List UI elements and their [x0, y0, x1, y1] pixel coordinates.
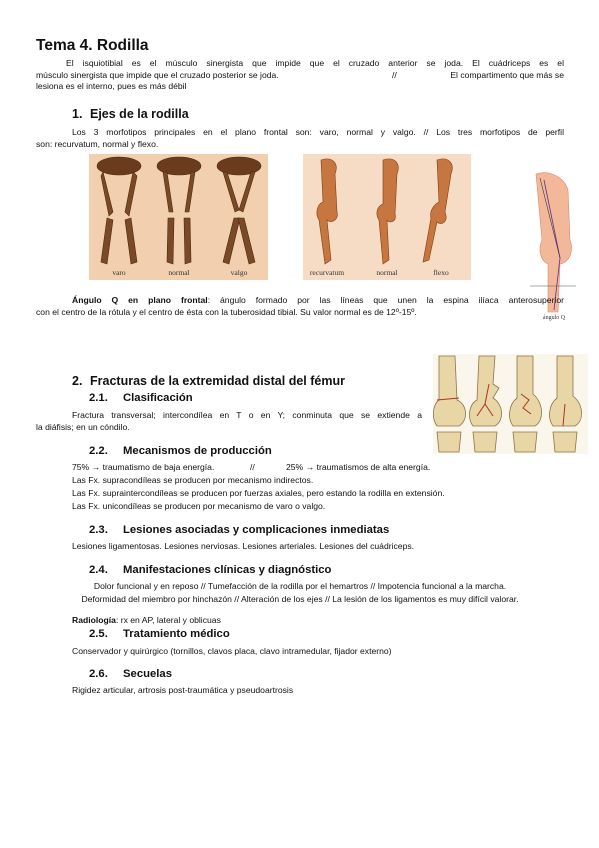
- subsection-2-2-line-4: Las Fx. unicondíleas se producen por mecanismo de varo o valgo.: [72, 501, 326, 511]
- subsection-2-4-number: 2.4.: [89, 564, 108, 576]
- subsection-2-2-line-1: [72, 462, 492, 473]
- fig2-label-flexo: flexo: [433, 268, 449, 277]
- page-title: Tema 4. Rodilla: [36, 37, 149, 54]
- intro-separator: //: [392, 70, 397, 80]
- subsection-2-1-title: Clasificación: [123, 392, 193, 404]
- section-1-line-2: son: recurvatum, normal y flexo.: [36, 139, 159, 149]
- fig3-label-q-angle: ángulo Q: [542, 315, 566, 321]
- radiology-line: [72, 615, 221, 626]
- subsection-2-4-title: Manifestaciones clínicas y diagnóstico: [123, 564, 332, 576]
- subsection-2-6-line-1: Rigidez articular, artrosis post-traumática y pseudoartrosis: [72, 685, 294, 695]
- intro-line-2a: músculo sinergista que impide que el cruzado posterior se joda.: [36, 70, 279, 80]
- q-angle-line-1: [36, 295, 564, 306]
- subsection-2-2-title: Mecanismos de producción: [123, 445, 272, 457]
- radiology-text: : rx en AP, lateral y oblicuas: [115, 615, 221, 625]
- subsection-2-1-number: 2.1.: [89, 392, 108, 404]
- subsection-2-1-line-1: Fractura transversal; intercondílea en T o en Y; conminuta que se extiende a: [72, 410, 422, 420]
- subsection-2-3-heading: [89, 524, 389, 536]
- subsection-2-3-title: Lesiones asociadas y complicaciones inmediatas: [123, 524, 390, 536]
- section-2-title: Fracturas de la extremidad distal del fémur: [90, 374, 345, 388]
- subsection-2-6-heading: [89, 668, 172, 680]
- section-1-heading: [72, 107, 189, 121]
- section-1-line-1: Los 3 morfotipos principales en el plano frontal son: varo, normal y valgo. // Los tres morfotipos de perfil: [72, 127, 564, 137]
- radiology-term: Radiología: [72, 615, 116, 625]
- subsection-2-3-number: 2.3.: [89, 524, 108, 536]
- mechanism-separator: //: [250, 462, 255, 472]
- section-2-heading: [72, 374, 345, 388]
- subsection-2-5-title: Tratamiento médico: [123, 628, 230, 640]
- intro-line-2c: El compartimento que más se: [450, 70, 564, 80]
- fig1-label-normal: normal: [168, 268, 190, 277]
- sagittal-morphotypes-figure: [303, 154, 471, 280]
- subsection-2-6-title: Secuelas: [123, 668, 172, 680]
- q-angle-line-2: con el centro de la rótula y el centro de ésta con la tuberosidad tibial. Su valor normal es de 12º-15º.: [36, 307, 417, 317]
- q-angle-term: Ángulo Q en plano frontal: [72, 295, 208, 305]
- subsection-2-2-line-2: Las Fx. supracondíleas se producen por mecanismo indirectos.: [72, 475, 314, 485]
- intro-line-2: [36, 70, 564, 81]
- subsection-2-4-line-1: Dolor funcional y en reposo // Tumefacción de la rodilla por el hemartros // Impotencia funcional a la marcha.: [93, 581, 507, 591]
- fig2-label-recurvatum: recurvatum: [309, 268, 345, 277]
- section-1-title: Ejes de la rodilla: [90, 107, 189, 121]
- subsection-2-6-number: 2.6.: [89, 668, 108, 680]
- femur-fractures-figure: [433, 354, 588, 454]
- section-2-number: 2.: [72, 374, 83, 388]
- subsection-2-1-heading: [89, 392, 193, 404]
- subsection-2-1-line-2: la diáfisis; en un cóndilo.: [36, 422, 130, 432]
- subsection-2-4-line-2: Deformidad del miembro por hinchazón // Alteración de los ejes // La lesión de los ligamentos es muy difícil valorar.: [81, 594, 519, 604]
- subsection-2-5-heading: [89, 628, 230, 640]
- fig1-label-varo: varo: [112, 268, 126, 277]
- subsection-2-2-line-3: Las Fx. supraintercondíleas se producen por fuerzas axiales, pero estando la rodilla en extensión.: [72, 488, 445, 498]
- mechanism-low-energy: 75% → traumatismo de baja energía.: [72, 462, 215, 472]
- subsection-2-3-line-1: Lesiones ligamentosas. Lesiones nerviosas. Lesiones arteriales. Lesiones del cuádriceps.: [72, 541, 415, 551]
- q-angle-definition-1: : ángulo formado por las líneas que unen la espina ilíaca anterosuperior: [207, 295, 564, 305]
- section-1-number: 1.: [72, 107, 83, 121]
- mechanism-high-energy: 25% → traumatismos de alta energía.: [286, 462, 431, 472]
- subsection-2-5-number: 2.5.: [89, 628, 108, 640]
- fig2-label-normal: normal: [376, 268, 398, 277]
- subsection-2-4-heading: [89, 564, 331, 576]
- subsection-2-2-number: 2.2.: [89, 445, 108, 457]
- frontal-morphotypes-figure: [89, 154, 268, 280]
- subsection-2-5-line-1: Conservador y quirúrgico (tornillos, clavos placa, clavo intramedular, fijador externo): [72, 646, 392, 656]
- subsection-2-2-heading: [89, 445, 272, 457]
- fig1-label-valgo: valgo: [230, 268, 248, 277]
- intro-line-3: lesiona es el interno, pues es más débil: [36, 81, 187, 91]
- intro-line-1: El isquiotibial es el músculo sinergista que impide que el cruzado anterior se joda. El cuádriceps es el: [66, 58, 564, 68]
